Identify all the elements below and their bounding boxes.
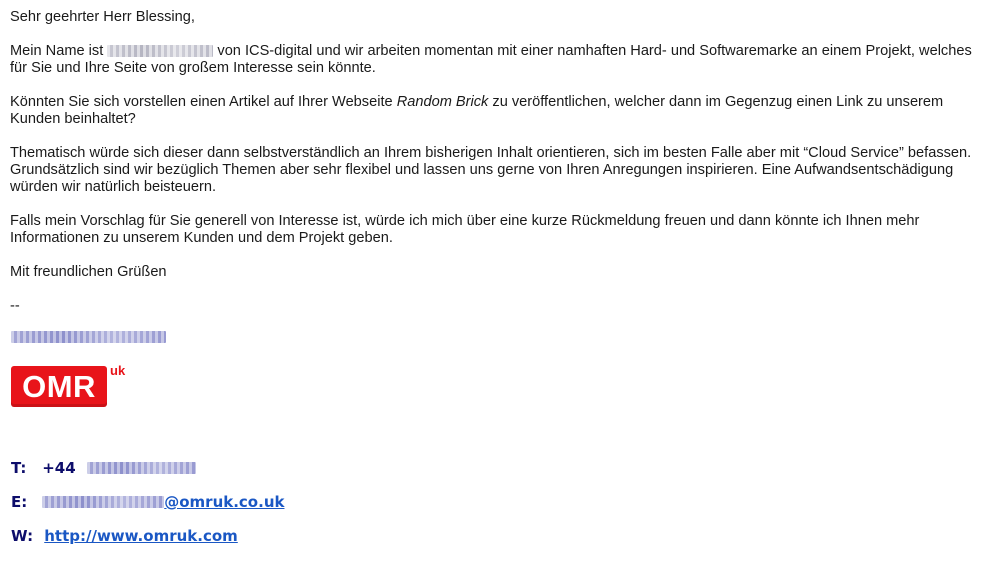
- redacted-email-user: [42, 496, 164, 508]
- website-name: Random Brick: [396, 94, 489, 110]
- intro-suffix: von ICS-digital und wir arbeiten momentan mit einer namhaften Hard- und Softwaremarke an einem Projekt, welches für Sie und Ihre Seite von großem Interesse sein könnte.: [10, 43, 972, 76]
- intro-prefix: Mein Name ist: [10, 43, 104, 59]
- email-paragraph-followup: Falls mein Vorschlag für Sie generell von Interesse ist, würde ich mich über eine kurze Rückmeldung freuen und dann könnte ich Ihnen mehr Informationen zu unserem Kunden und dem Projekt geben.: [10, 213, 920, 246]
- phone-label: T:: [11, 459, 27, 477]
- signature-separator: --: [10, 298, 20, 314]
- request-prefix: Könnten Sie sich vorstellen einen Artikel auf Ihrer Webseite: [10, 94, 393, 110]
- contact-phone-row: [11, 459, 196, 477]
- email-link[interactable]: [42, 493, 284, 511]
- website-link[interactable]: http://www.omruk.com: [44, 527, 238, 545]
- redacted-phone-number: [87, 462, 196, 474]
- email-paragraph-request: [10, 94, 990, 128]
- logo-text: OMR: [22, 369, 96, 404]
- request-suffix: zu veröffentlichen, welcher dann im Gegenzug einen Link zu unserem Kunden beinhaltet?: [10, 94, 944, 127]
- redacted-sender-name: [107, 45, 213, 57]
- contact-email-row: [11, 493, 284, 511]
- web-label: W:: [11, 527, 34, 545]
- redacted-signature-name: [11, 331, 166, 343]
- email-domain: @omruk.co.uk: [164, 493, 285, 511]
- omr-uk-logo: [11, 364, 131, 410]
- email-paragraph-intro: [10, 43, 990, 77]
- logo-superscript: uk: [110, 363, 126, 378]
- email-body: [10, 9, 990, 332]
- phone-prefix: +44: [42, 459, 76, 477]
- email-greeting: Sehr geehrter Herr Blessing,: [10, 9, 195, 25]
- email-label: E:: [11, 493, 28, 511]
- email-closing: Mit freundlichen Grüßen: [10, 264, 167, 280]
- contact-web-row: [11, 527, 238, 545]
- email-paragraph-topic: Thematisch würde sich dieser dann selbstverständlich an Ihrem bisherigen Inhalt orientieren, sich im besten Falle aber mit “Cloud Service” befassen. Grundsätzlich sind wir bezüglich Themen aber sehr flexibel und lassen uns gerne von Ihren Anregungen inspirieren. Eine Aufwandsentschädigung würden wir natürlich beisteuern.: [10, 145, 972, 195]
